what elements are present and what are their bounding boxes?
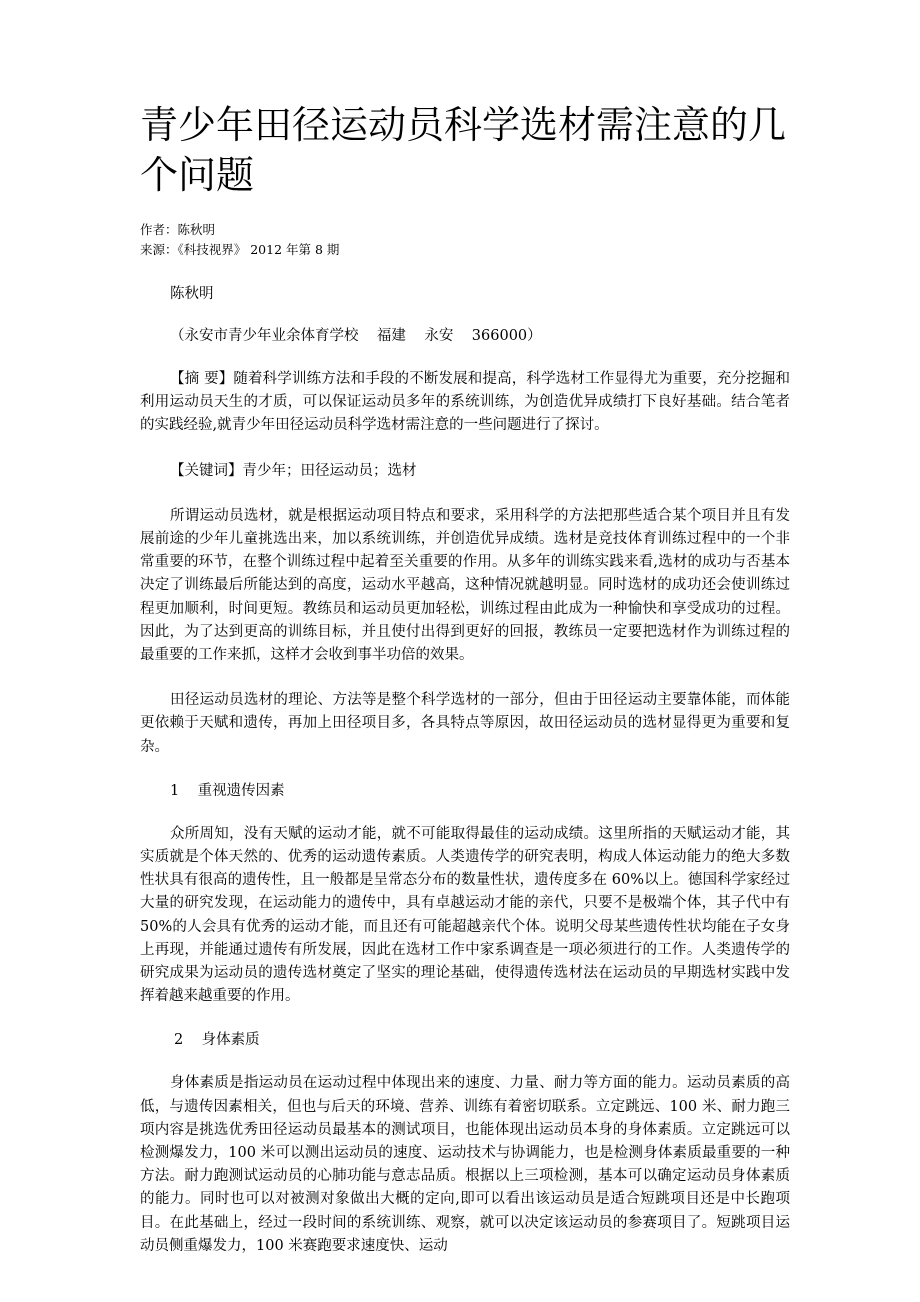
affiliation: （永安市青少年业余体育学校 福建 永安 366000） bbox=[170, 328, 542, 344]
section-2-paragraph: 身体素质是指运动员在运动过程中体现出来的速度、力量、耐力等方面的能力。运动员素质的高低，与遗传因素相关，但也与后天的环境、营养、训练有着密切联系。立定跳远、100 米、耐力跑三项内容是挑选优秀田径运动员最基本的测试项目，也能体现出运动员本身的身体素质。立定跳远可以检测爆发力，100 米可以测出运动员的速度、运动技术与协调能力，也是检测身体素质最重要的一种方法。耐力跑测试运动员的心肺功能与意志品质。根据以上三项检测，基本可以确定运动员身体素质的能力。同时也可以对被测对象做出大概的定向,即可以看出该运动员是适合短跳项目还是中长跑项目。在此基础上，经过一段时间的系统训练、观察，就可以决定该运动员的参赛项目了。短跳项目运动员侧重爆发力，100 米赛跑要求速度快、运动 bbox=[140, 1075, 790, 1254]
article-meta bbox=[140, 220, 790, 260]
section-heading-2: 2 身体素质 bbox=[174, 1032, 260, 1049]
source-meta: 来源：《科技视界》 2012 年第 8 期 bbox=[140, 242, 340, 257]
abstract-paragraph: 【摘 要】随着科学训练方法和手段的不断发展和提高，科学选材工作显得尤为重要，充分挖掘和利用运动员天生的才质，可以保证运动员多年的系统训练，为创造优异成绩打下良好基础。结合笔者的实践经验,就青少年田径运动员科学选材需注意的一些问题进行了探讨。 bbox=[140, 371, 790, 434]
section-1-paragraph: 众所周知，没有天赋的运动才能，就不可能取得最佳的运动成绩。这里所指的天赋运动才能，其实质就是个体天然的、优秀的运动遗传素质。人类遗传学的研究表明，构成人体运动能力的绝大多数性状具有很高的遗传性，且一般都是呈常态分布的数量性状，遗传度多在 60%以上。德国科学家经过大量的研究发现，在运动能力的遗传中，具有卓越运动才能的亲代，只要不是极端个体，其子代中有 50%的人会具有优秀的运动才能，而且还有可能超越亲代个体。说明父母某些遗传性状均能在子女身上再现，并能通过遗传有所发展，因此在选材工作中家系调查是一项必须进行的工作。人类遗传学的研究成果为运动员的遗传选材奠定了坚实的理论基础，使得遗传选材法在运动员的早期选材实践中发挥着越来越重要的作用。 bbox=[140, 825, 790, 1005]
keywords-paragraph: 【关键词】青少年；田径运动员；选材 bbox=[170, 462, 417, 479]
body-paragraph: 所谓运动员选材，就是根据运动项目特点和要求，采用科学的方法把那些适合某个项目并且有发展前途的少年儿童挑选出来，加以系统训练，并创造优异成绩。选材是竞技体育训练过程中的一个非常重要的环节，在整个训练过程中起着至关重要的作用。从多年的训练实践来看,选材的成功与否基本决定了训练最后所能达到的高度，运动水平越高，这种情况就越明显。同时选材的成功还会使训练过程更加顺利，时间更短。教练员和运动员更加轻松，训练过程由此成为一种愉快和享受成功的过程。因此，为了达到更高的训练目标，并且使付出得到更好的回报，教练员一定要把选材作为训练过程的最重要的工作来抓，这样才会收到事半功倍的效果。 bbox=[140, 507, 790, 664]
author-meta: 作者：陈秋明 bbox=[140, 222, 216, 237]
body-paragraph: 田径运动员选材的理论、方法等是整个科学选材的一部分，但由于田径运动主要靠体能，而体能更依赖于天赋和遗传，再加上田径项目多，各具特点等原因，故田径运动员的选材显得更为重要和复杂。 bbox=[140, 692, 790, 755]
section-heading-1: 1 重视遗传因素 bbox=[170, 782, 285, 799]
author-name: 陈秋明 bbox=[170, 286, 214, 302]
article-title: 青少年田径运动员科学选材需注意的几个问题 bbox=[140, 103, 787, 197]
document-page bbox=[140, 100, 790, 1258]
